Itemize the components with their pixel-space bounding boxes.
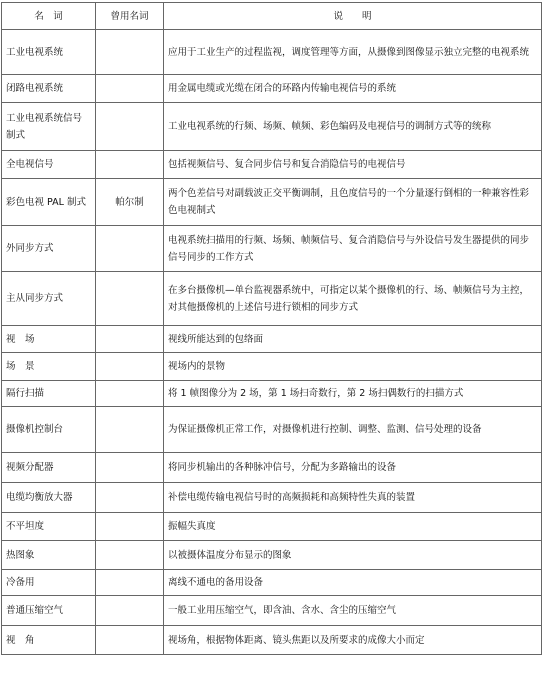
header-description: 说 明 <box>164 3 542 30</box>
header-name: 名 词 <box>2 3 96 30</box>
table-row <box>2 353 542 381</box>
header-alias: 曾用名词 <box>96 3 164 30</box>
table-row <box>2 570 542 596</box>
term-name: 主从同步方式 <box>2 272 96 326</box>
term-description: 两个色差信号对副载波正交平衡调制，且色度信号的一个分量逐行倒相的一种兼容性彩色电视制式 <box>164 179 542 226</box>
header-row <box>2 3 542 30</box>
term-name: 工业电视系统信号制式 <box>2 103 96 151</box>
term-description: 电视系统扫描用的行频、场频、帧频信号、复合消隐信号与外设信号发生器提供的同步信号同步的工作方式 <box>164 226 542 272</box>
term-name: 视 角 <box>2 626 96 655</box>
table-row <box>2 453 542 483</box>
term-name: 摄像机控制台 <box>2 407 96 453</box>
term-description: 补偿电缆传输电视信号时的高频损耗和高频特性失真的装置 <box>164 483 542 513</box>
table-row <box>2 75 542 103</box>
term-alias <box>96 453 164 483</box>
term-description: 以被摄体温度分布显示的图象 <box>164 541 542 570</box>
term-description: 为保证摄像机正常工作，对摄像机进行控制、调整、监测、信号处理的设备 <box>164 407 542 453</box>
term-alias <box>96 626 164 655</box>
term-description: 将 1 帧图像分为 2 场，第 1 场扫奇数行，第 2 场扫偶数行的扫描方式 <box>164 381 542 407</box>
term-description: 工业电视系统的行频、场频、帧频、彩色编码及电视信号的调制方式等的统称 <box>164 103 542 151</box>
table-row <box>2 103 542 151</box>
term-name: 普通压缩空气 <box>2 596 96 626</box>
term-description: 视场内的景物 <box>164 353 542 381</box>
term-name: 视频分配器 <box>2 453 96 483</box>
term-alias <box>96 407 164 453</box>
term-description: 应用于工业生产的过程监视，调度管理等方面，从摄像到图像显示独立完整的电视系统 <box>164 30 542 75</box>
term-description: 包括视频信号、复合同步信号和复合消隐信号的电视信号 <box>164 151 542 179</box>
table-row <box>2 226 542 272</box>
term-name: 彩色电视 PAL 制式 <box>2 179 96 226</box>
term-alias <box>96 326 164 353</box>
term-alias <box>96 151 164 179</box>
term-alias <box>96 513 164 541</box>
term-alias <box>96 272 164 326</box>
term-description: 视线所能达到的包络面 <box>164 326 542 353</box>
table-row <box>2 272 542 326</box>
term-name: 场 景 <box>2 353 96 381</box>
term-alias <box>96 483 164 513</box>
term-alias <box>96 570 164 596</box>
term-description: 在多台摄像机—单台监视器系统中，可指定以某个摄像机的行、场、帧频信号为主控，对其他摄像机的上述信号进行锁相的同步方式 <box>164 272 542 326</box>
term-alias <box>96 226 164 272</box>
term-alias <box>96 30 164 75</box>
term-description: 将同步机输出的各种脉冲信号，分配为多路输出的设备 <box>164 453 542 483</box>
term-description: 一般工业用压缩空气，即含油、含水、含尘的压缩空气 <box>164 596 542 626</box>
table-row <box>2 30 542 75</box>
term-alias: 帕尔制 <box>96 179 164 226</box>
table-row <box>2 381 542 407</box>
term-name: 热图象 <box>2 541 96 570</box>
term-name: 隔行扫描 <box>2 381 96 407</box>
term-name: 闭路电视系统 <box>2 75 96 103</box>
table-row <box>2 596 542 626</box>
term-alias <box>96 596 164 626</box>
table-row <box>2 407 542 453</box>
table-row <box>2 513 542 541</box>
term-name: 外同步方式 <box>2 226 96 272</box>
table-row <box>2 179 542 226</box>
table-row <box>2 626 542 655</box>
term-alias <box>96 541 164 570</box>
terms-table <box>1 2 542 655</box>
term-name: 视 场 <box>2 326 96 353</box>
term-description: 视场角，根据物体距离、镜头焦距以及所要求的成像大小而定 <box>164 626 542 655</box>
term-name: 全电视信号 <box>2 151 96 179</box>
term-name: 冷备用 <box>2 570 96 596</box>
table-row <box>2 541 542 570</box>
term-description: 振幅失真度 <box>164 513 542 541</box>
table-row <box>2 483 542 513</box>
term-name: 工业电视系统 <box>2 30 96 75</box>
term-description: 离线不通电的备用设备 <box>164 570 542 596</box>
table-row <box>2 151 542 179</box>
term-alias <box>96 353 164 381</box>
term-alias <box>96 381 164 407</box>
term-alias <box>96 75 164 103</box>
term-name: 电缆均衡放大器 <box>2 483 96 513</box>
term-name: 不平坦度 <box>2 513 96 541</box>
table-row <box>2 326 542 353</box>
term-alias <box>96 103 164 151</box>
term-description: 用金属电缆或光缆在闭合的环路内传输电视信号的系统 <box>164 75 542 103</box>
